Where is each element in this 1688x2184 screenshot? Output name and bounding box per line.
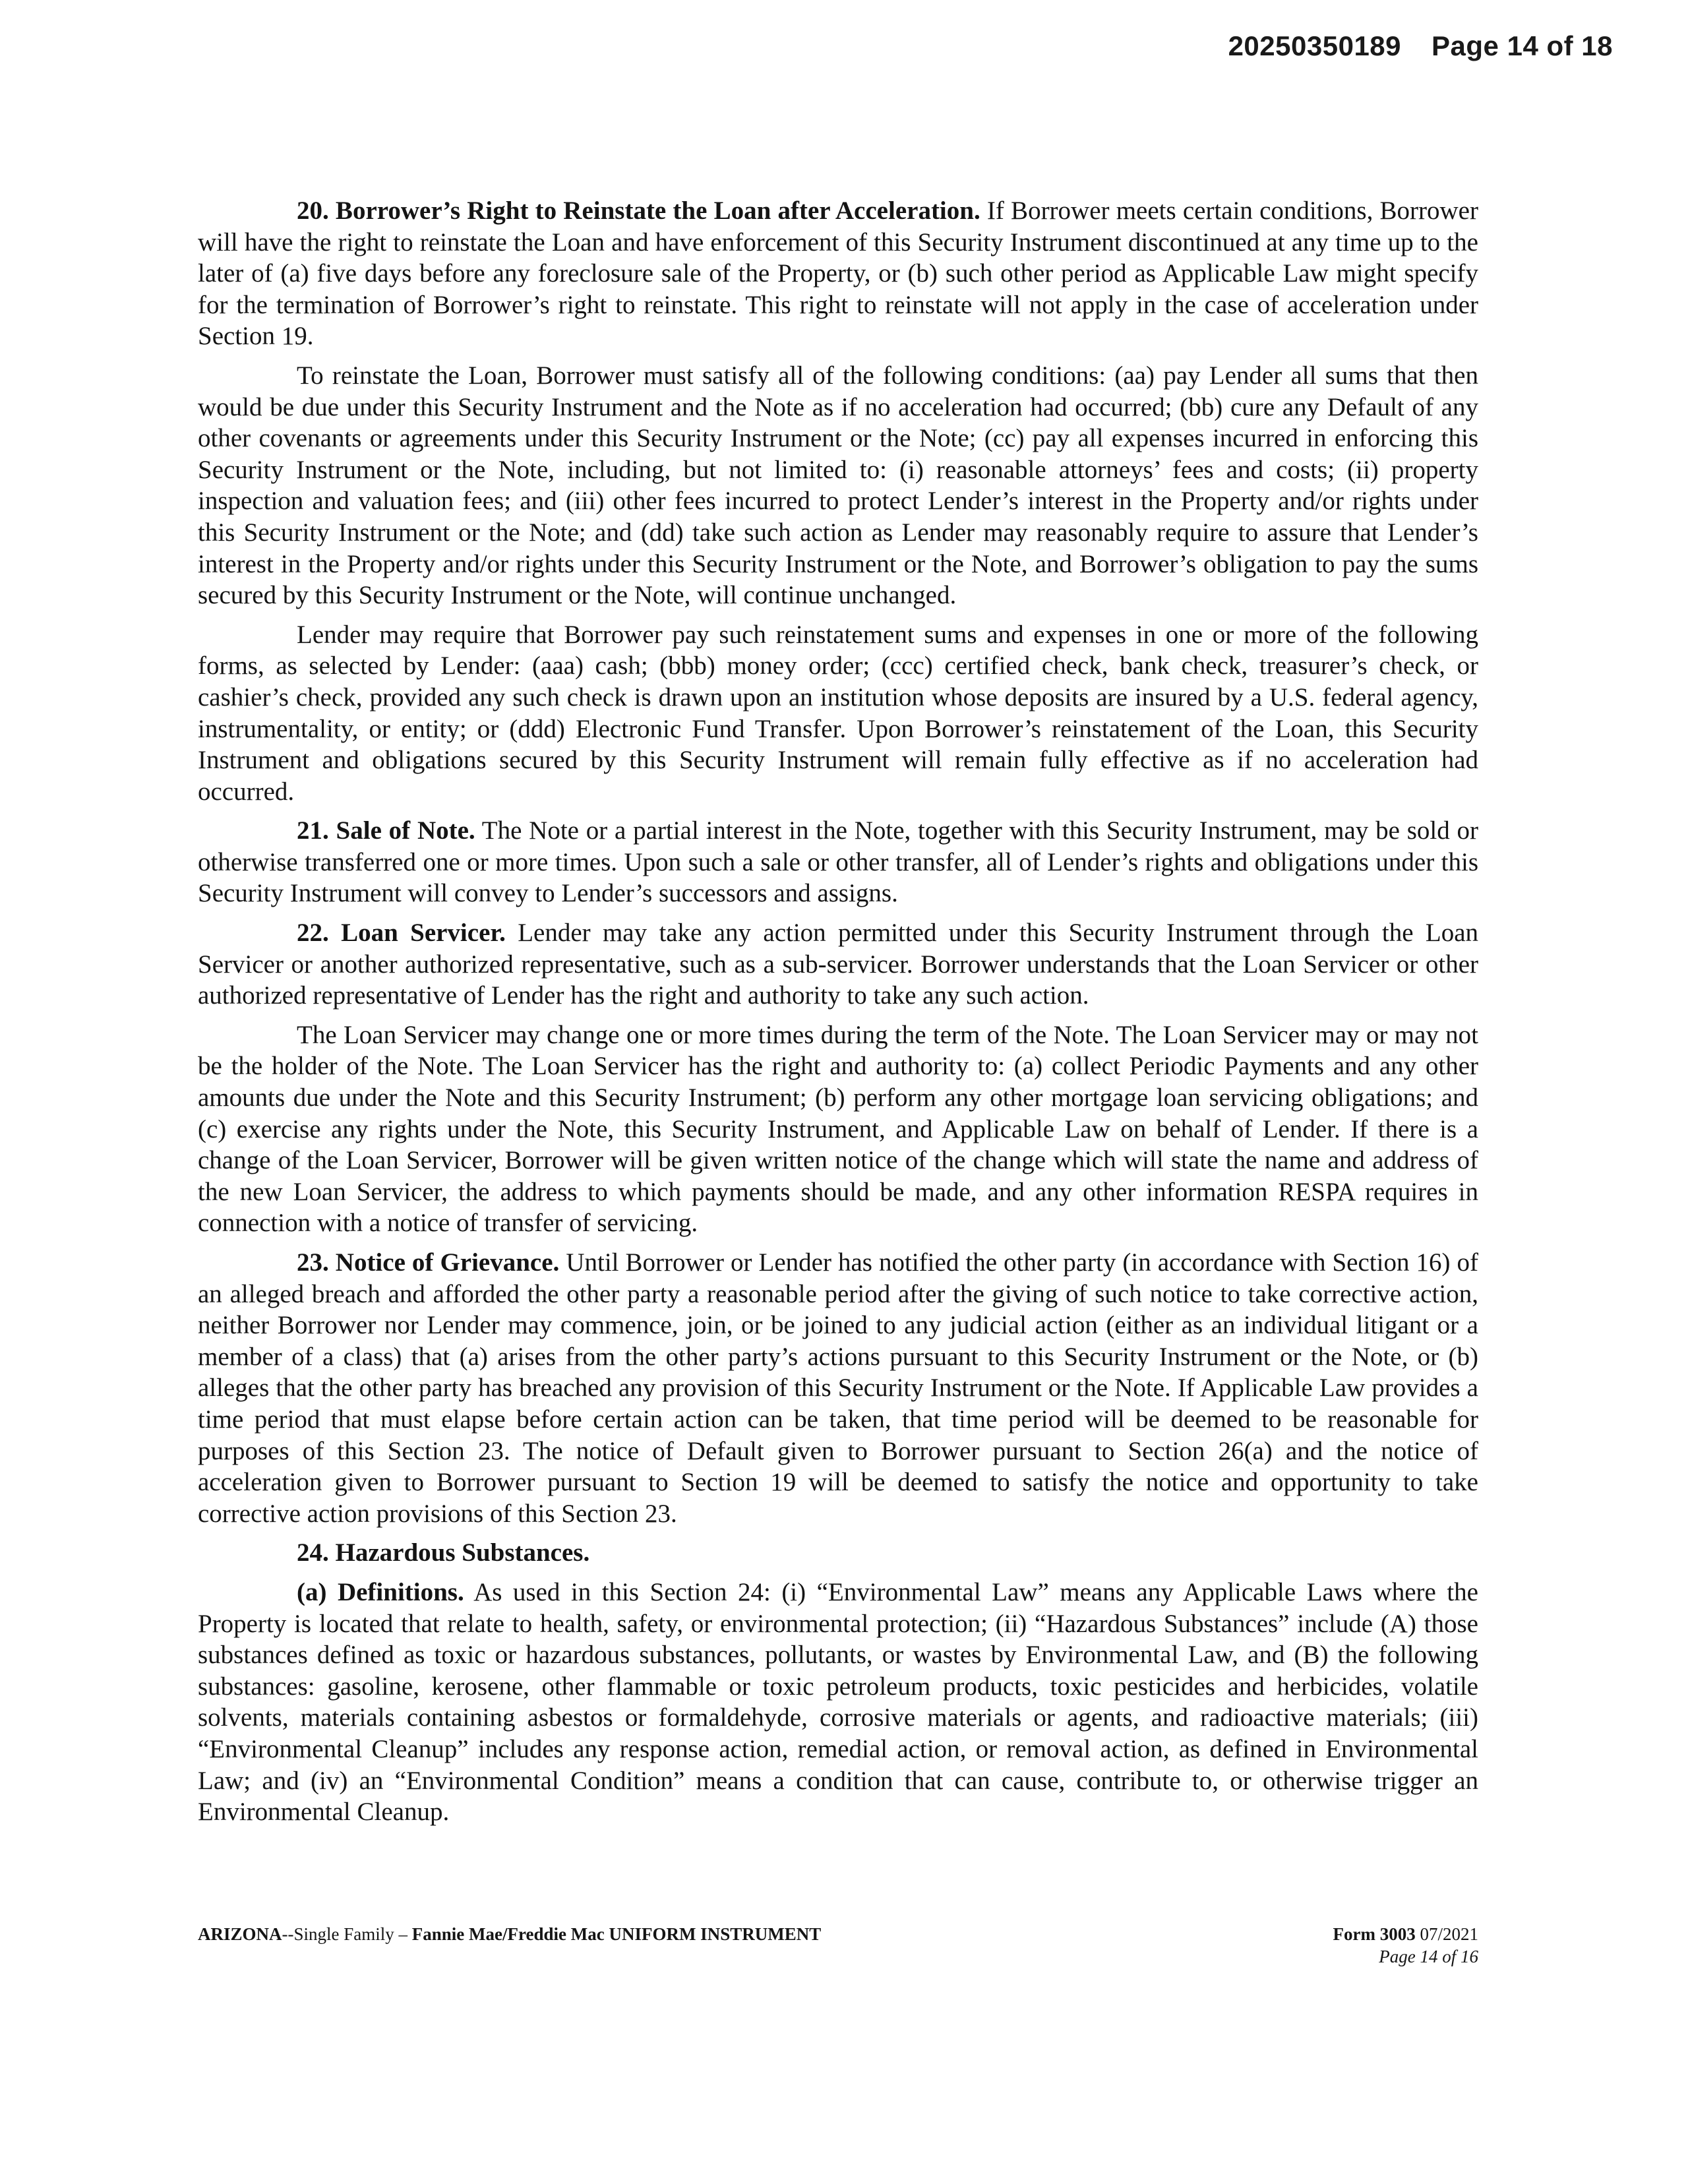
section-text-21: The Note or a partial interest in the Note, together with this Security Instrument, may be sold or otherwise transferred one or more times. Upon such a sale or other transfer, all of Lender’s rights and obligations under this Security Instrument will convey to Lender’s successors and assigns. [198,816,1478,908]
recording-header [1228,30,1613,62]
recording-page-label: Page 14 of 18 [1432,30,1613,61]
paragraph-reinstate-conditions [198,360,1478,611]
recording-number: 20250350189 [1228,30,1402,61]
section-heading-23: 23. Notice of Grievance. [297,1248,560,1277]
footer-form-info [1333,1923,1478,1968]
paragraph-loan-servicer-change [198,1019,1478,1239]
paragraph-section-24 [198,1537,1478,1569]
section-heading-24a: (a) Definitions. [297,1577,464,1606]
footer-form-number: Form 3003 [1333,1924,1416,1944]
paragraph-text: Lender may require that Borrower pay such reinstatement sums and expenses in one or more of the following forms, as selected by Lender: (aaa) cash; (bbb) money order; (ccc) certified check, bank check, treasurer’s check, or cashier’s check, provided any such check is drawn upon an institution whose deposits are insured by a U.S. federal agency, instrumentality, or entity; or (ddd) Electronic Fund Transfer. Upon Borrower’s reinstatement of the Loan, this Security Instrument and obligations secured by this Security Instrument will remain fully effective as if no acceleration had occurred. [198,620,1478,806]
document-body [198,195,1478,1836]
footer-property-type: --Single Family – [282,1924,412,1944]
section-text-22: Lender may take any action permitted under this Security Instrument through the Loan Servicer or another authorized representative, such as a sub-servicer. Borrower understands that the Loan Servicer or other authorized representative of Lender has the right and authority to take any such action. [198,919,1479,1010]
footer-page-note: Page 14 of 16 [1379,1947,1478,1966]
footer-instrument-line [198,1923,821,1945]
paragraph-section-23 [198,1247,1478,1529]
footer-form-line [1333,1923,1478,1945]
paragraph-text: To reinstate the Loan, Borrower must satisfy all of the following conditions: (aa) pay Lender all sums that then would be due under this Security Instrument and the Note as if no acceleration had occurred; (bb) cure any Default of any other covenants or agreements under this Security Instrument or the Note; (cc) pay all expenses incurred in enforcing this Security Instrument or the Note, including, but not limited to: (i) reasonable attorneys’ fees and costs; (ii) property inspection and valuation fees; and (iii) other fees incurred to protect Lender’s interest in the Property and/or rights under this Security Instrument or the Note; and (dd) take such action as Lender may reasonably require to assure that Lender’s interest in the Property and/or rights under this Security Instrument or the Note, and Borrower’s obligation to pay the sums secured by this Security Instrument or the Note, will continue unchanged. [198,361,1478,610]
section-text-23: Until Borrower or Lender has notified the other party (in accordance with Section 16) of an alleged breach and afforded the other party a reasonable period after the giving of such notice to take corrective action, neither Borrower nor Lender may commence, join, or be joined to any judicial action (either as an individual litigant or a member of a class) that (a) arises from the other party’s actions pursuant to this Security Instrument or the Note, or (b) alleges that the other party has breached any provision of this Security Instrument or the Note. If Applicable Law provides a time period that must elapse before certain action can be taken, that time period will be deemed to be reasonable for purposes of this Section 23. The notice of Default given to Borrower pursuant to Section 26(a) and the notice of acceleration given to Borrower pursuant to Section 19 will be deemed to satisfy the notice and opportunity to take corrective action provisions of this Section 23. [198,1248,1478,1528]
paragraph-section-22 [198,917,1478,1012]
section-heading-24: 24. Hazardous Substances. [297,1538,590,1567]
paragraph-text: The Loan Servicer may change one or more times during the term of the Note. The Loan Servicer may or may not be the holder of the Note. The Loan Servicer has the right and authority to: (a) collect Periodic Payments and any other amounts due under the Note and this Security Instrument; (b) perform any other mortgage loan servicing obligations; and (c) exercise any rights under the Note, this Security Instrument, and Applicable Law on behalf of Lender. If there is a change of the Loan Servicer, Borrower will be given written notice of the change which will state the name and address of the new Loan Servicer, the address to which payments should be made, and any other information RESPA requires in connection with a notice of transfer of servicing. [198,1020,1478,1238]
section-text-24a: As used in this Section 24: (i) “Environmental Law” means any Applicable Laws where the Property is located that relate to health, safety, or environmental protection; (ii) “Hazardous Substances” include (A) those substances defined as toxic or hazardous substances, pollutants, or wastes by Environmental Law, and (B) the following substances: gasoline, kerosene, other flammable or toxic petroleum products, toxic pesticides and herbicides, volatile solvents, materials containing asbestos or formaldehyde, corrosive materials or agents, and radioactive materials; (iii) “Environmental Cleanup” includes any response action, remedial action, or removal action, as defined in Environmental Law; and (iv) an “Environmental Condition” means a condition that can cause, contribute to, or otherwise trigger an Environmental Cleanup. [198,1577,1478,1827]
paragraph-section-21 [198,815,1478,909]
section-heading-22: 22. Loan Servicer. [297,919,506,948]
footer-form-date: 07/2021 [1415,1924,1478,1944]
paragraph-section-24a [198,1577,1478,1828]
section-heading-20: 20. Borrower’s Right to Reinstate the Loan after Acceleration. [297,197,980,225]
footer-instrument: Fannie Mae/Freddie Mac UNIFORM INSTRUMENT [411,1924,822,1944]
section-text-20: If Borrower meets certain conditions, Borrower will have the right to reinstate the Loan and have enforcement of this Security Instrument discontinued at any time up to the later of (a) five days before any foreclosure sale of the Property, or (b) such other period as Applicable Law might specify for the termination of Borrower’s right to reinstate. This right to reinstate will not apply in the case of acceleration under Section 19. [198,197,1478,351]
section-heading-21: 21. Sale of Note. [297,816,475,845]
paragraph-section-20 [198,195,1478,352]
paragraph-reinstatement-forms [198,619,1478,808]
footer-state: ARIZONA [198,1924,282,1944]
